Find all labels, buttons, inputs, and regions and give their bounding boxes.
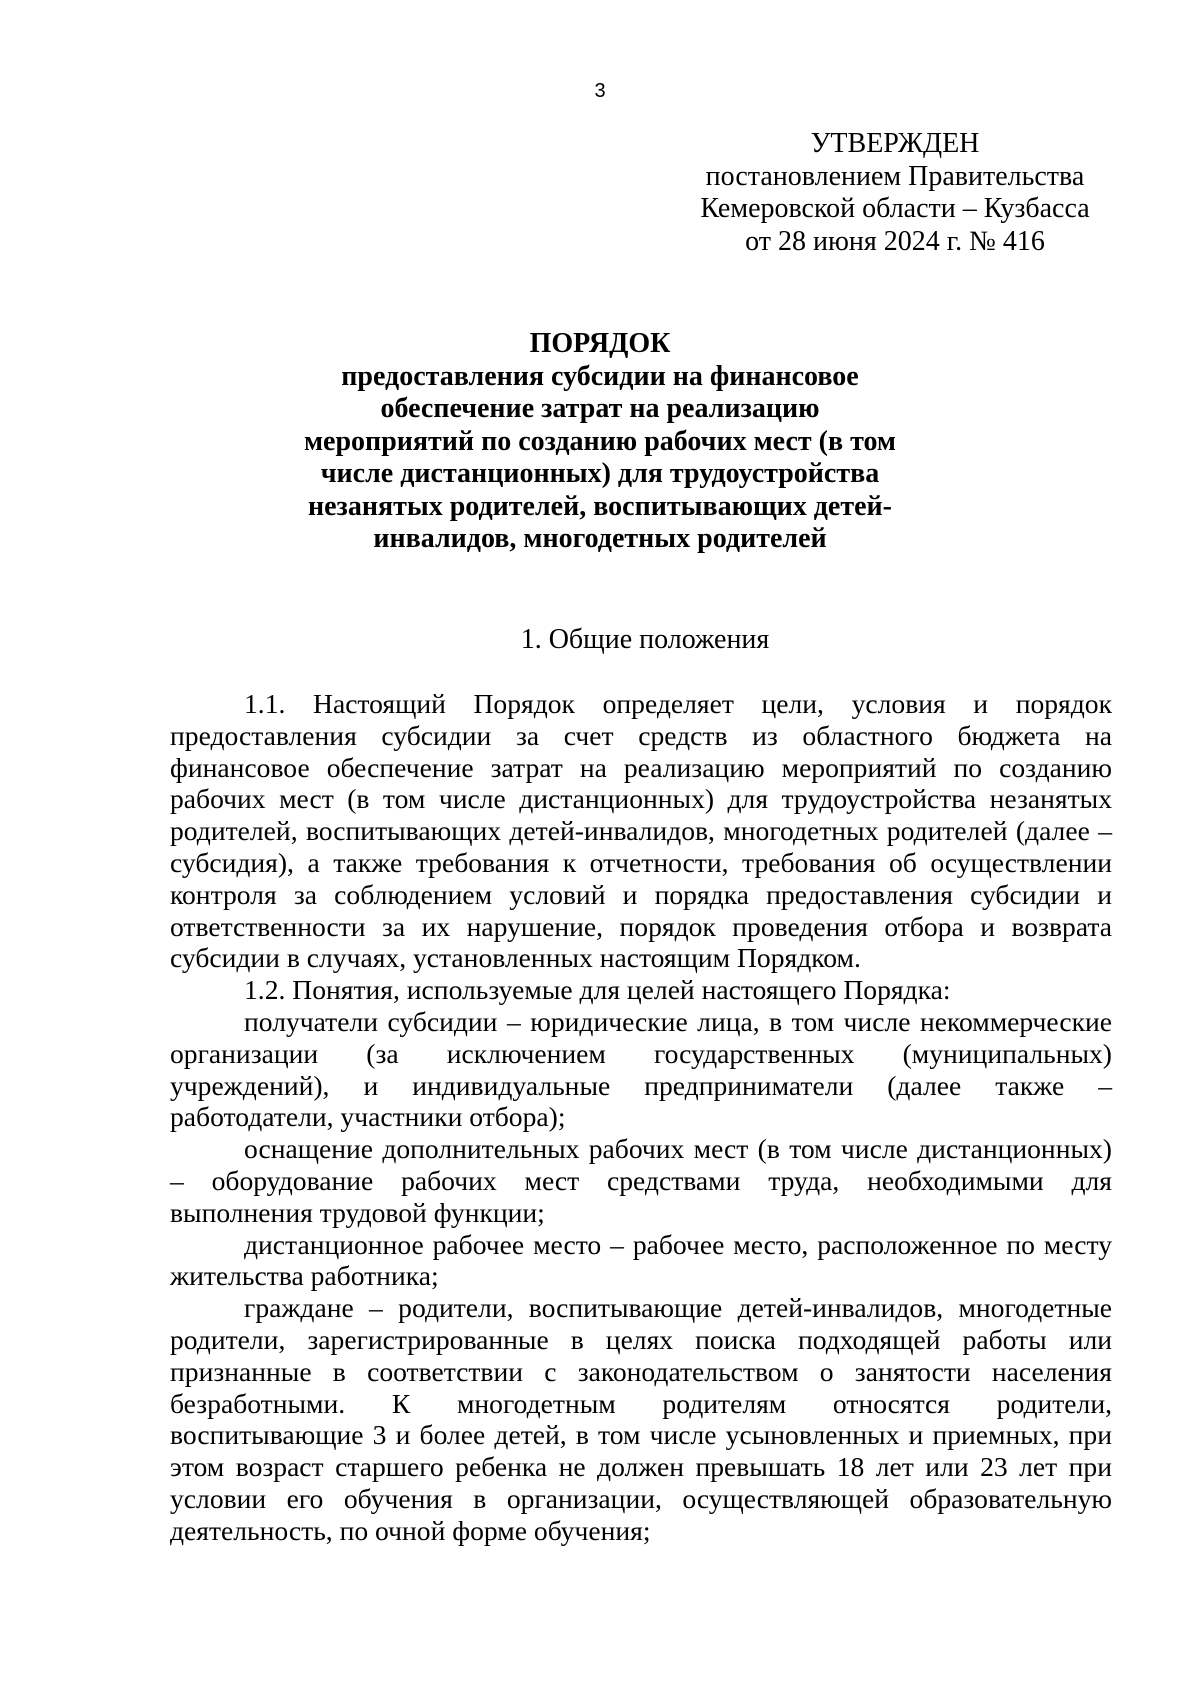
paragraph: 1.1. Настоящий Порядок определяет цели, условия и порядок предоставления субсидии за счет средств из областного бюджета на финансовое обеспечение затрат на реализацию мероприятий по созданию рабочих мест (в том числе дистанционных) для трудоустройства незанятых родителей, воспитывающих детей-инвалидов, многодетных родителей (далее – субсидия), а также требования к отчетности, требования об осуществлении контроля за соблюдением условий и порядка предоставления субсидии и ответственности за их нарушение, порядок проведения отбора и возврата субсидии в случаях, установленных настоящим Порядком. xyxy=(170,688,1112,974)
approval-line: УТВЕРЖДЕН xyxy=(810,128,980,159)
document-title xyxy=(300,328,900,556)
paragraph: граждане – родители, воспитывающие детей-инвалидов, многодетные родители, зарегистрированные в целях поиска подходящей работы или признанные в соответствии с законодательством о занятости населения безработными. К многодетным родителям относятся родители, воспитывающие 3 и более детей, в том числе усыновленных и приемных, при этом возраст старшего ребенка не должен превышать 18 лет или 23 лет при условии его обучения в организации, осуществляющей образовательную деятельность, по очной форме обучения; xyxy=(170,1292,1112,1546)
title-line: мероприятий по созданию рабочих мест (в том xyxy=(303,425,896,457)
title-heading: ПОРЯДОК xyxy=(529,328,671,359)
paragraph: дистанционное рабочее место – рабочее место, расположенное по месту жительства работника; xyxy=(170,1228,1112,1292)
paragraph: оснащение дополнительных рабочих мест (в том числе дистанционных) – оборудование рабочих мест средствами труда, необходимыми для выполнения трудовой функции; xyxy=(170,1133,1112,1228)
page-number: 3 xyxy=(594,80,606,102)
approval-line: постановлением Правительства xyxy=(705,160,1085,192)
approval-line: Кемеровской области – Кузбасса xyxy=(700,193,1090,224)
approval-stamp xyxy=(690,128,1100,258)
title-line: предоставления субсидии на финансовое xyxy=(341,360,859,392)
title-line: незанятых родителей, воспитывающих детей- xyxy=(308,490,892,522)
paragraph: получатели субсидии – юридические лица, в том числе некоммерческие организации (за исключением государственных (муниципальных) учреждений), и индивидуальные предприниматели (далее также – работодатели, участники отбора); xyxy=(170,1005,1112,1133)
approval-line: от 28 июня 2024 г. № 416 xyxy=(745,225,1045,257)
paragraph: 1.2. Понятия, используемые для целей настоящего Порядка: xyxy=(244,974,951,1006)
title-line: обеспечение затрат на реализацию xyxy=(380,393,820,424)
document-body xyxy=(170,688,1112,1547)
title-line: числе дистанционных) для трудоустройства xyxy=(320,458,880,489)
title-line: инвалидов, многодетных родителей xyxy=(373,523,827,554)
section-heading xyxy=(0,624,1200,656)
section-heading-text: 1. Общие положения xyxy=(520,624,770,655)
